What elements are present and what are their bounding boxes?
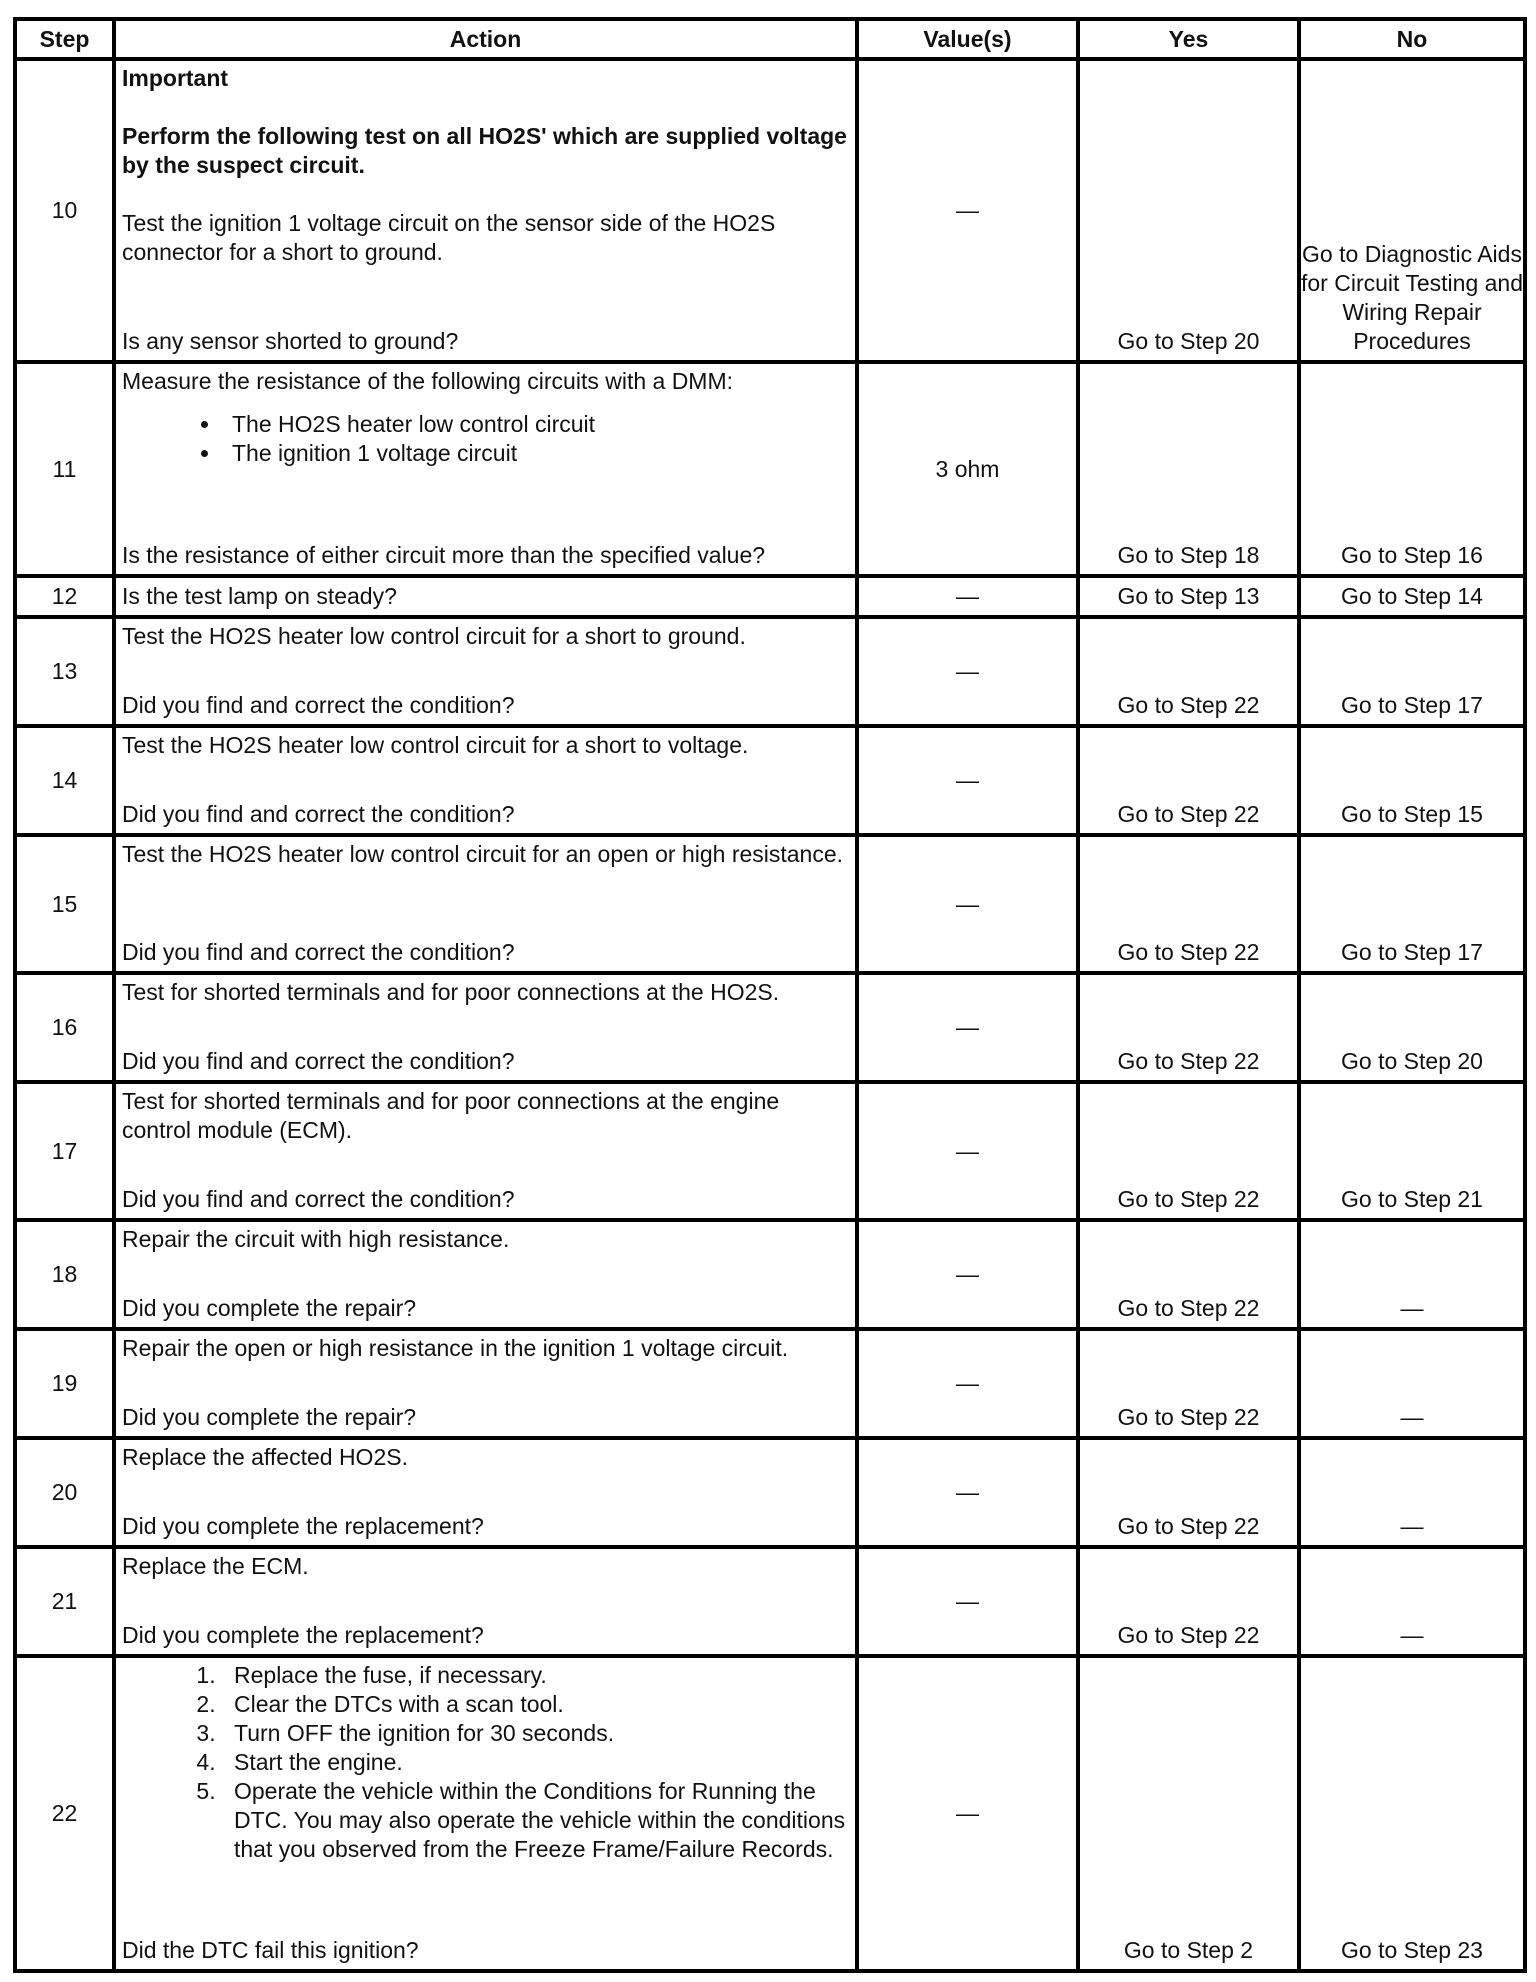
numbered-item: 2. Clear the DTCs with a scan tool. bbox=[222, 1690, 851, 1719]
action-question: Did you complete the repair? bbox=[122, 1404, 417, 1430]
action-cell bbox=[114, 973, 857, 1082]
yes-cell: Go to Step 22 bbox=[1078, 835, 1299, 973]
no-cell: Go to Step 14 bbox=[1299, 576, 1525, 617]
action-question: Is the test lamp on steady? bbox=[122, 582, 397, 609]
no-cell: Go to Step 16 bbox=[1299, 362, 1525, 576]
no-cell: — bbox=[1299, 1220, 1525, 1329]
step-number: 13 bbox=[15, 617, 114, 726]
value-cell: — bbox=[857, 835, 1078, 973]
action-cell bbox=[114, 1220, 857, 1329]
action-cell bbox=[114, 726, 857, 835]
yes-cell: Go to Step 22 bbox=[1078, 1438, 1299, 1547]
diagnostic-steps-table bbox=[13, 17, 1527, 1973]
numbered-item: 1. Replace the fuse, if necessary. bbox=[222, 1661, 851, 1690]
value-cell: — bbox=[857, 617, 1078, 726]
action-question: Did you find and correct the condition? bbox=[122, 692, 515, 718]
action-question: Did you complete the replacement? bbox=[122, 1622, 484, 1648]
diagnostic-table-sheet bbox=[13, 17, 1523, 1973]
no-cell: — bbox=[1299, 1547, 1525, 1656]
action-text: Test for shorted terminals and for poor connections at the engine control module (ECM). bbox=[122, 1088, 780, 1143]
table-row bbox=[15, 1438, 1525, 1547]
table-row bbox=[15, 835, 1525, 973]
action-question: Did you find and correct the condition? bbox=[122, 1186, 515, 1212]
yes-cell: Go to Step 13 bbox=[1078, 576, 1299, 617]
header-action: Action bbox=[114, 19, 857, 59]
table-row bbox=[15, 1082, 1525, 1220]
header-no: No bbox=[1299, 19, 1525, 59]
step-number: 22 bbox=[15, 1656, 114, 1971]
action-question: Did you complete the repair? bbox=[122, 1295, 417, 1321]
table-row bbox=[15, 1547, 1525, 1656]
no-cell: Go to Step 17 bbox=[1299, 617, 1525, 726]
numbered-item: 3. Turn OFF the ignition for 30 seconds. bbox=[222, 1719, 851, 1748]
value-cell: — bbox=[857, 1438, 1078, 1547]
action-text: Repair the circuit with high resistance. bbox=[122, 1226, 510, 1252]
yes-cell: Go to Step 22 bbox=[1078, 973, 1299, 1082]
bullet-item: • The ignition 1 voltage circuit bbox=[222, 439, 851, 468]
yes-cell: Go to Step 22 bbox=[1078, 1082, 1299, 1220]
value-cell: — bbox=[857, 726, 1078, 835]
action-question: Did you find and correct the condition? bbox=[122, 801, 515, 827]
bullet-item: • The HO2S heater low control circuit bbox=[222, 410, 851, 439]
table-row bbox=[15, 576, 1525, 617]
value-cell: — bbox=[857, 1220, 1078, 1329]
yes-cell: Go to Step 22 bbox=[1078, 1220, 1299, 1329]
step-number: 14 bbox=[15, 726, 114, 835]
action-text: Replace the affected HO2S. bbox=[122, 1444, 408, 1470]
value-cell: 3 ohm bbox=[857, 362, 1078, 576]
table-row bbox=[15, 59, 1525, 362]
no-cell: Go to Step 23 bbox=[1299, 1656, 1525, 1971]
action-cell bbox=[114, 1547, 857, 1656]
action-text: Test the HO2S heater low control circuit for a short to ground. bbox=[122, 623, 746, 649]
action-cell bbox=[114, 835, 857, 973]
step-number: 20 bbox=[15, 1438, 114, 1547]
step-number: 21 bbox=[15, 1547, 114, 1656]
step-number: 10 bbox=[15, 59, 114, 362]
value-cell: — bbox=[857, 973, 1078, 1082]
step-number: 15 bbox=[15, 835, 114, 973]
action-cell bbox=[114, 617, 857, 726]
table-row bbox=[15, 1656, 1525, 1971]
no-cell: Go to Step 15 bbox=[1299, 726, 1525, 835]
table-row bbox=[15, 362, 1525, 576]
table-row bbox=[15, 1329, 1525, 1438]
important-label: Important bbox=[122, 65, 229, 91]
yes-cell: Go to Step 2 bbox=[1078, 1656, 1299, 1971]
numbered-item: 4. Start the engine. bbox=[222, 1748, 851, 1777]
no-cell: — bbox=[1299, 1438, 1525, 1547]
action-text: Test the HO2S heater low control circuit for an open or high resistance. bbox=[122, 841, 844, 867]
header-values: Value(s) bbox=[857, 19, 1078, 59]
step-number: 16 bbox=[15, 973, 114, 1082]
action-bold-text: Perform the following test on all HO2S' which are supplied voltage by the suspect circuit. bbox=[122, 123, 847, 178]
action-text: Test for shorted terminals and for poor connections at the HO2S. bbox=[122, 979, 780, 1005]
numbered-list bbox=[122, 1661, 851, 1864]
header-step: Step bbox=[15, 19, 114, 59]
action-cell bbox=[114, 1329, 857, 1438]
action-cell bbox=[114, 362, 857, 576]
value-cell: — bbox=[857, 1329, 1078, 1438]
action-cell bbox=[114, 576, 857, 617]
action-text: Replace the ECM. bbox=[122, 1553, 309, 1579]
table-row bbox=[15, 973, 1525, 1082]
step-number: 19 bbox=[15, 1329, 114, 1438]
action-cell bbox=[114, 1656, 857, 1971]
action-question: Did you complete the replacement? bbox=[122, 1513, 484, 1539]
action-question: Did the DTC fail this ignition? bbox=[122, 1937, 419, 1963]
value-cell: — bbox=[857, 1082, 1078, 1220]
action-question: Did you find and correct the condition? bbox=[122, 939, 515, 965]
header-row bbox=[15, 19, 1525, 59]
action-question: Is any sensor shorted to ground? bbox=[122, 328, 459, 354]
step-number: 11 bbox=[15, 362, 114, 576]
yes-cell: Go to Step 18 bbox=[1078, 362, 1299, 576]
table-row bbox=[15, 726, 1525, 835]
no-cell: Go to Step 21 bbox=[1299, 1082, 1525, 1220]
yes-cell: Go to Step 22 bbox=[1078, 726, 1299, 835]
table-row bbox=[15, 1220, 1525, 1329]
value-cell: — bbox=[857, 1656, 1078, 1971]
action-question: Is the resistance of either circuit more than the specified value? bbox=[122, 542, 766, 568]
step-number: 18 bbox=[15, 1220, 114, 1329]
step-number: 12 bbox=[15, 576, 114, 617]
action-text: Measure the resistance of the following circuits with a DMM: bbox=[122, 368, 734, 394]
action-cell bbox=[114, 59, 857, 362]
no-cell: Go to Step 17 bbox=[1299, 835, 1525, 973]
no-cell: Go to Diagnostic Aids for Circuit Testing and Wiring Repair Procedures bbox=[1299, 59, 1525, 362]
action-cell bbox=[114, 1438, 857, 1547]
action-cell bbox=[114, 1082, 857, 1220]
no-cell: — bbox=[1299, 1329, 1525, 1438]
numbered-item: 5. Operate the vehicle within the Conditions for Running the DTC. You may also operate the vehicle within the conditions that you observed from the Freeze Frame/Failure Records. bbox=[222, 1777, 851, 1864]
action-text: Test the HO2S heater low control circuit for a short to voltage. bbox=[122, 732, 749, 758]
value-cell: — bbox=[857, 1547, 1078, 1656]
yes-cell: Go to Step 20 bbox=[1078, 59, 1299, 362]
action-text: Test the ignition 1 voltage circuit on the sensor side of the HO2S connector for a short to ground. bbox=[122, 210, 776, 265]
bullet-list bbox=[122, 410, 851, 468]
yes-cell: Go to Step 22 bbox=[1078, 1547, 1299, 1656]
table-row bbox=[15, 617, 1525, 726]
value-cell: — bbox=[857, 576, 1078, 617]
no-cell: Go to Step 20 bbox=[1299, 973, 1525, 1082]
yes-cell: Go to Step 22 bbox=[1078, 1329, 1299, 1438]
yes-cell: Go to Step 22 bbox=[1078, 617, 1299, 726]
header-yes: Yes bbox=[1078, 19, 1299, 59]
action-text: Repair the open or high resistance in the ignition 1 voltage circuit. bbox=[122, 1335, 789, 1361]
step-number: 17 bbox=[15, 1082, 114, 1220]
action-question: Did you find and correct the condition? bbox=[122, 1048, 515, 1074]
value-cell: — bbox=[857, 59, 1078, 362]
